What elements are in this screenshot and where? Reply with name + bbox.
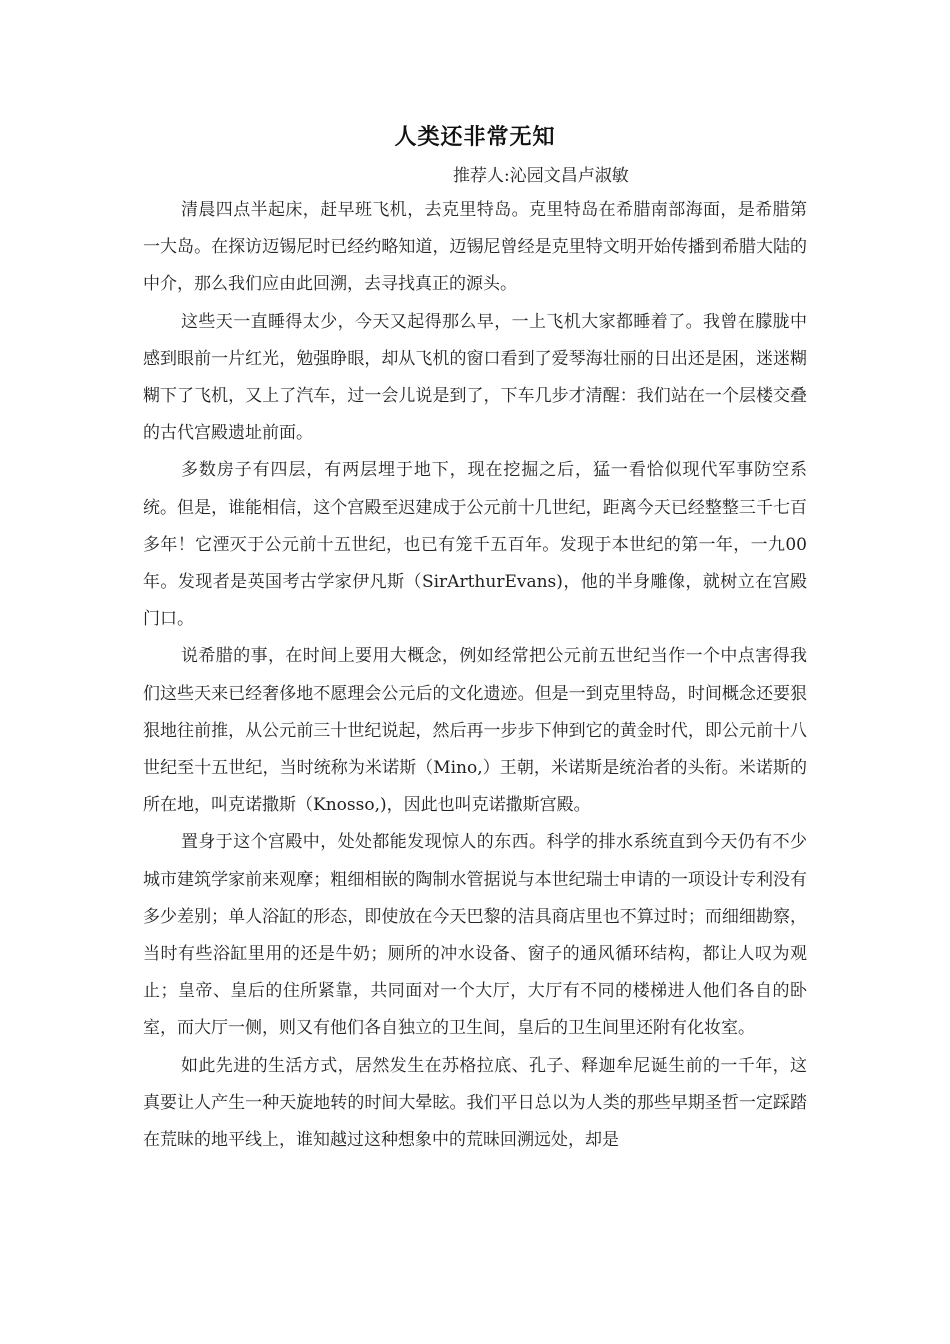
paragraph: 多数房子有四层，有两层埋于地下，现在挖掘之后，猛一看恰似现代军事防空系统。但是，谁能相信，这个宫殿至迟建成于公元前十几世纪，距离今天已经整整三千七百多年！它湮灭于公元前十五世纪，也已有笼千五百年。发现于本世纪的第一年，一九00年。发现者是英国考古学家伊凡斯（SirArthurEvans)，他的半身雕像，就树立在宫殿门口。 <box>143 460 807 630</box>
paragraph: 置身于这个宫殿中，处处都能发现惊人的东西。科学的排水系统直到今天仍有不少城市建筑学家前来观摩；粗细相嵌的陶制水管据说与本世纪瑞士申请的一项设计专利没有多少差别；单人浴缸的形态，即使放在今天巴黎的洁具商店里也不算过时；而细细勘察，当时有些浴缸里用的还是牛奶；厕所的冲水设备、窗子的通风循环结构，都让人叹为观止；皇帝、皇后的住所紧靠，共同面对一个大厅，大厅有不同的楼梯进人他们各自的卧室，而大厅一侧，则又有他们各自独立的卫生间，皇后的卫生间里还附有化妆室。 <box>143 832 807 1039</box>
paragraph: 如此先进的生活方式，居然发生在苏格拉底、孔子、释迦牟尼诞生前的一千年，这真要让人产生一种天旋地转的时间大晕眩。我们平日总以为人类的那些早期圣哲一定踩踏在荒昧的地平线上，谁知越过这种想象中的荒昧回溯远处，却是 <box>143 1055 807 1151</box>
document-title: 人类还非常无知 <box>394 125 556 150</box>
document-byline: 推荐人:沁园文昌卢淑敏 <box>453 166 629 186</box>
document-body <box>143 192 807 1159</box>
paragraph: 清晨四点半起床，赶早班飞机，去克里特岛。克里特岛在希腊南部海面，是希腊第一大岛。在探访迈锡尼时已经约略知道，迈锡尼曾经是克里特文明开始传播到希腊大陆的中介，那么我们应由此回溯，去寻找真正的源头。 <box>143 200 807 295</box>
paragraph: 这些天一直睡得太少，今天又起得那么早，一上飞机大家都睡着了。我曾在朦胧中感到眼前一片红光，勉强睁眼，却从飞机的窗口看到了爱琴海壮丽的日出还是困，迷迷糊糊下了飞机，又上了汽车，过一会儿说是到了，下车几步才清醒：我们站在一个层楼交叠的古代宫殿遗址前面。 <box>143 311 807 444</box>
paragraph: 说希腊的事，在时间上要用大概念，例如经常把公元前五世纪当作一个中点害得我们这些天来已经奢侈地不愿理会公元后的文化遗迹。但是一到克里特岛，时间概念还要狠狠地往前推，从公元前三十世纪说起，然后再一步步下伸到它的黄金时代，即公元前十八世纪至十五世纪，当时统称为米诺斯（Mino,）王朝，米诺斯是统治者的头衔。米诺斯的所在地，叫克诺撒斯（Knosso,)，因此也叫克诺撒斯宫殿。 <box>143 646 807 816</box>
